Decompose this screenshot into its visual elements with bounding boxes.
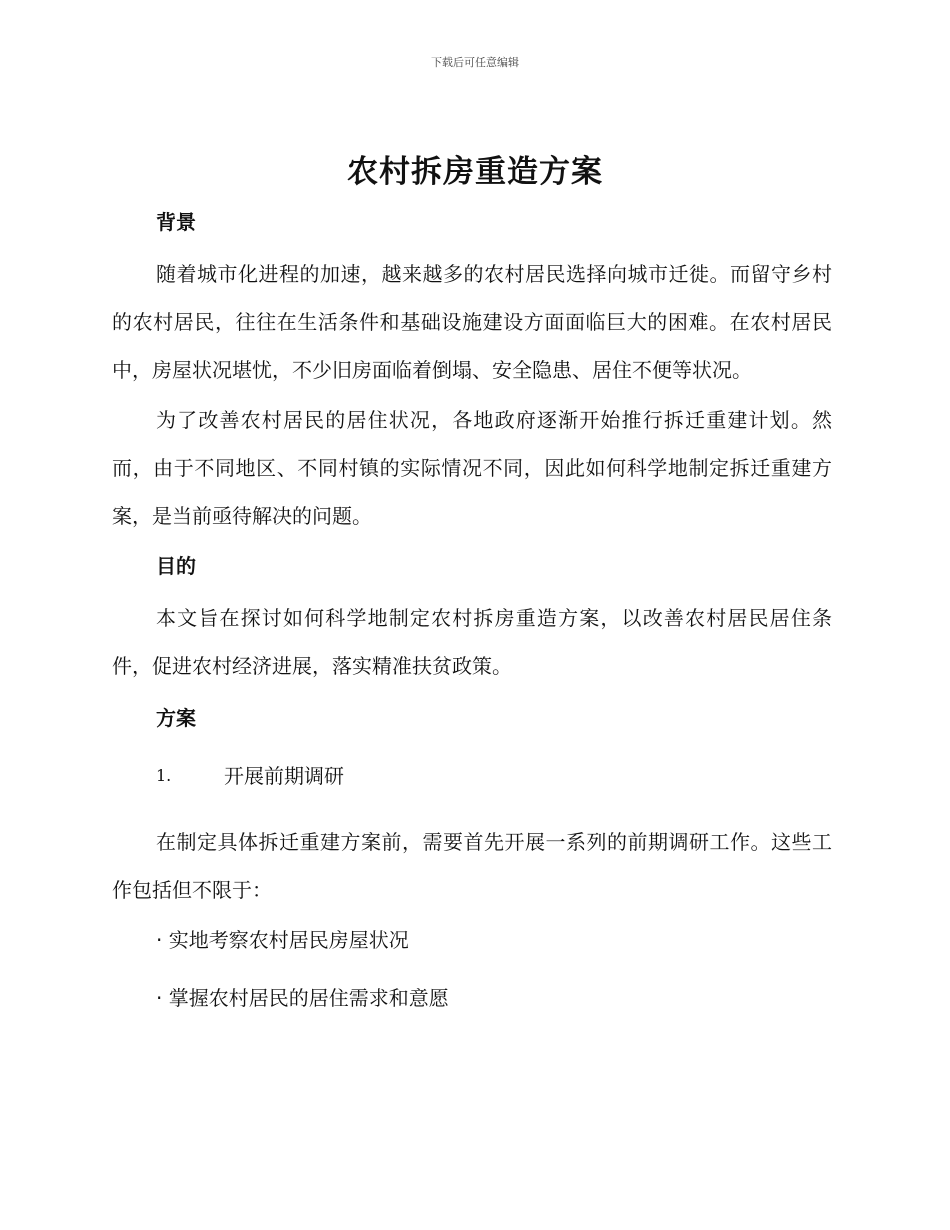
- list-item-number: 1.: [156, 766, 172, 785]
- numbered-list-item: [112, 760, 832, 792]
- section-heading-plan: 方案: [156, 706, 196, 730]
- paragraph-plan-1: 在制定具体拆迁重建方案前，需要首先开展一系列的前期调研工作。这些工作包括但不限于：: [112, 830, 832, 902]
- section-heading-purpose: 目的: [156, 554, 196, 578]
- bullet-item-2: · 掌握农村居民的居住需求和意愿: [156, 986, 449, 1010]
- section-heading-background: 背景: [156, 210, 196, 234]
- header-note: 下载后可任意编辑: [431, 56, 519, 69]
- document-body: [112, 206, 832, 1014]
- paragraph-purpose-1: 本文旨在探讨如何科学地制定农村拆房重造方案，以改善农村居民居住条件，促进农村经济进展，落实精准扶贫政策。: [112, 606, 832, 678]
- bullet-item-1: · 实地考察农村居民房屋状况: [156, 928, 409, 952]
- document-title: 农村拆房重造方案: [347, 154, 603, 190]
- list-item-label: 开展前期调研: [224, 764, 344, 788]
- paragraph-background-2: 为了改善农村居民的居住状况，各地政府逐渐开始推行拆迁重建计划。然而，由于不同地区、不同村镇的实际情况不同，因此如何科学地制定拆迁重建方案，是当前亟待解决的问题。: [112, 408, 832, 528]
- paragraph-background-1: 随着城市化进程的加速，越来越多的农村居民选择向城市迁徙。而留守乡村的农村居民，往往在生活条件和基础设施建设方面面临巨大的困难。在农村居民中，房屋状况堪忧，不少旧房面临着倒塌、安全隐患、居住不便等状况。: [112, 262, 832, 382]
